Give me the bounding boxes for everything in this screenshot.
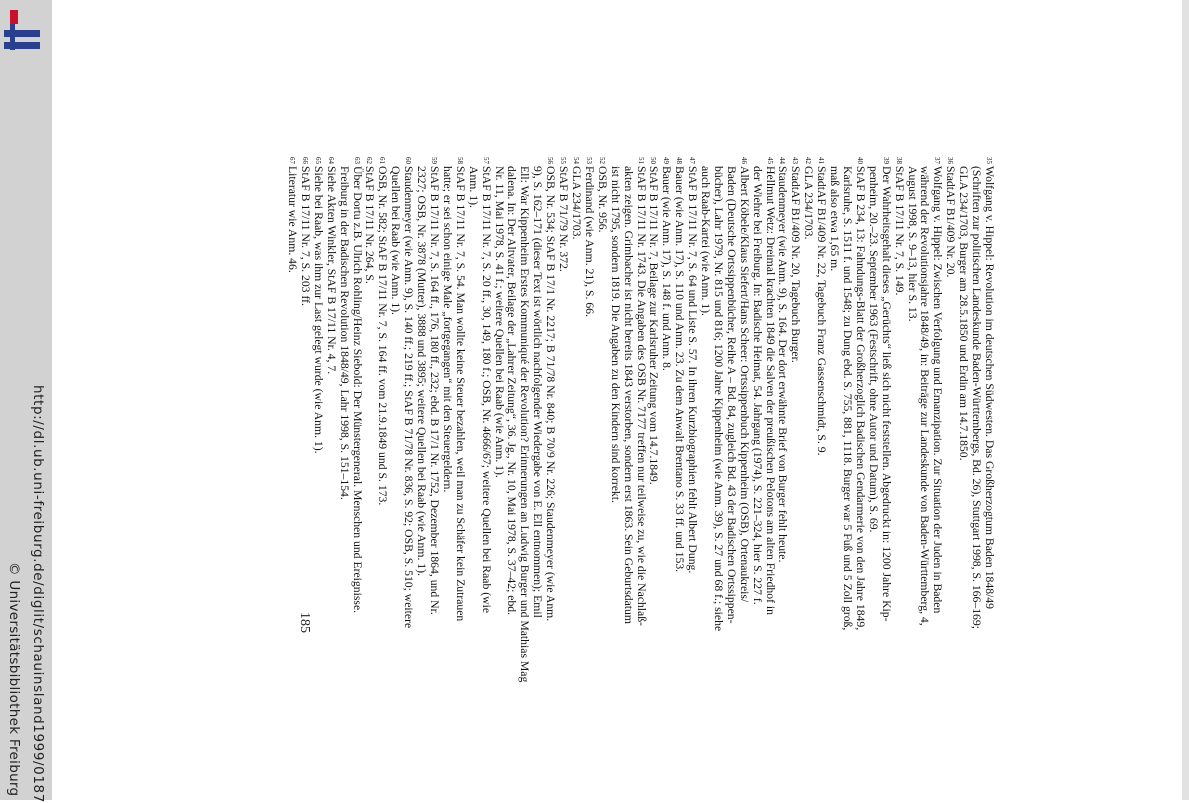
- footnote-line: [479, 157, 492, 682]
- footnote-text: GLA 234/1703.: [570, 166, 583, 240]
- footnote-line: [801, 157, 814, 682]
- footnote-text: StAF B 17/11 Nr. 7, S. 149.: [892, 166, 906, 296]
- footnote: [440, 157, 466, 682]
- footnote-number: 60: [404, 157, 413, 164]
- footnote-line: [363, 157, 376, 682]
- footnote: [608, 157, 647, 682]
- footnote-line: [814, 157, 827, 682]
- footnote-number: 36: [946, 157, 955, 164]
- footnote-line: dalena. In: Der Altvater, Beilage der „Lahrer Zeitung“, 36. Jg., Nr. 10, Mai 1978, S. 37–42; ebd.: [505, 166, 519, 616]
- footnote: [956, 157, 995, 682]
- copyright-notice: © Universitätsbibliothek Freiburg: [6, 562, 22, 797]
- footnote-line: während der Revolutionsjahre 1848/49, in: Beiträge zur Landeskunde von Baden-Württemberg, 4,: [918, 166, 932, 626]
- footnote-text: StadtAF B1/409 Nr. 20.: [944, 166, 958, 278]
- footnote-line: (Schriften zur politischen Landeskunde Baden-Württembergs, Bd. 26), Stuttgart 1998, S. 166–169;: [970, 166, 984, 629]
- footnote-text: StAF B 17/11 Nr. 7, S. 20 ff., 30, 149, 180 f.; OSB, Nr. 4666/67; weitere Quellen bei Raab (wie: [479, 166, 493, 614]
- footnote: [672, 157, 685, 682]
- footnote-line: [943, 157, 956, 682]
- footnote: [285, 157, 298, 682]
- footnote-number: 46: [739, 157, 748, 164]
- footnote: [827, 157, 866, 682]
- footnote-text: Wolfgang v. Hippel: Revolution im deutschen Südwesten. Das Großherzogtum Baden 1848/49: [983, 166, 996, 609]
- footnote-line: [634, 157, 647, 682]
- footnote: [388, 157, 414, 682]
- footnote: [376, 157, 389, 682]
- footnote-line: [453, 157, 466, 682]
- footnote-text: StAF B 17/11 Nr. 7, S. 64 und Liste S. 57. In ihren Kurzbiographien fehlt Albert Dung.: [686, 166, 700, 574]
- university-logo: [0, 10, 44, 50]
- footnote-number: 44: [778, 157, 787, 164]
- footnote-line: GLA 234/1703, Burger am 28.5.1850 und Erdin am 14.7.1850.: [957, 166, 971, 461]
- footnote-line: Freiburg in der Badischen Revolution 1848/49, Lahr 1998, S. 151–154.: [337, 166, 351, 500]
- footnote-text: StAF B 17/11 Nr. 264, S.: [363, 166, 377, 284]
- footnote: [647, 157, 660, 682]
- footnote-text: StAF B 17/11 Nr. 1743. Die Angaben des OSB Nr. 7177 treffen nur teilweise zu, wie die Nachlaß-: [634, 166, 648, 626]
- footnote-line: [737, 157, 750, 682]
- footnote-line: [685, 157, 698, 682]
- footnote: [892, 157, 905, 682]
- footnote: [414, 157, 440, 682]
- footnote-line: [763, 157, 776, 682]
- footnote: [556, 157, 569, 682]
- footnote: [866, 157, 892, 682]
- footnote-number: 35: [985, 157, 993, 164]
- footnote-line: 2327; OSB, Nr. 3878 (Mutter), 3888 und 3895; weitere Quellen bei Raab (wie Anm. 1).: [415, 166, 429, 576]
- footnote-number: 43: [791, 157, 800, 164]
- footnote-line: akten zeigen. Grimbacher ist nicht bereits 1843 verstorben, sondern erst 1863. Sein Geburtsdatum: [621, 166, 635, 624]
- footnote-number: 58: [455, 157, 464, 164]
- footnote: [905, 157, 944, 682]
- footnote-number: 53: [584, 157, 593, 164]
- footnote-line: bücher), Lahr 1979, Nr. 815 und 816; 1200 Jahre Kippenheim (wie Anm. 39), S. 27 und 68 f.; siehe: [711, 166, 725, 632]
- footnote-list: [285, 157, 995, 682]
- footnote-line: der Wiehre bei Freiburg. In: Badische Heimat, 54. Jahrgang (1974), S. 221–324, hier S. 227 f.: [750, 166, 764, 605]
- footnote-number: 41: [817, 157, 826, 164]
- footnote-line: [376, 157, 389, 682]
- footnote-number: 54: [572, 157, 580, 164]
- footnote-line: [350, 157, 363, 682]
- footnote-line: Nr. 11, Mai 1978, S. 41 f.; weitere Quellen bei Raab (wie Anm. 1).: [492, 166, 506, 478]
- footnote-number: 66: [300, 157, 309, 164]
- footnote-line: [285, 157, 298, 682]
- footnote-line: [569, 157, 582, 682]
- footnote-text: Albert Köbele/Klaus Siefert/Hans Scheer: Ortssippenbuch Kippenheim (OSB), Ortenaukreis/: [737, 166, 751, 603]
- footnote: [685, 157, 698, 682]
- footnote-text: Siehe bei Raab, was ihm zur Last gelegt wurde (wie Anm. 1).: [311, 166, 325, 454]
- footnote-line: [879, 157, 892, 682]
- footnote: [466, 157, 492, 682]
- footnote-number: 47: [688, 157, 697, 164]
- footnote-line: [543, 157, 556, 682]
- footnote: [337, 157, 363, 682]
- footnote-line: [582, 157, 595, 682]
- footnote-number: 38: [894, 157, 903, 164]
- footnote-line: penheim, 20.–23. September 1963 (Festschrift, ohne Autor und Datum), S. 69.: [866, 166, 880, 533]
- footnote-line: [311, 157, 324, 682]
- footnote-number: 45: [765, 157, 774, 164]
- sidebar: [0, 0, 52, 803]
- footnote-number: 56: [546, 157, 555, 164]
- source-url[interactable]: http://dl.ub.uni-freiburg.de/diglit/schauinsland1999/0187: [30, 385, 46, 803]
- footnote-line: [853, 157, 866, 682]
- footnote-number: 55: [559, 157, 568, 164]
- footnote-text: StAF B 234, 13: Fahndungs-Blatt der Großherzoglich Badischen Gendarmerie von den Jahre 1849,: [853, 166, 867, 631]
- footnote: [698, 157, 750, 682]
- page-edge: [1182, 0, 1189, 800]
- footnote-number: 64: [326, 157, 335, 164]
- footnote-line: [427, 157, 440, 682]
- footnote-line: hatte; er sei schon einige Male „fortgegangen“ mit den Steuergeldern.: [440, 166, 454, 493]
- footnote-text: StadtAF B1/409 Nr. 20, Tagebuch Burger.: [789, 166, 803, 363]
- footnote: [492, 157, 557, 682]
- footnote: [569, 157, 582, 682]
- footnote-text: Über Dortu z.B. Ulrich Rohling/Heinz Siebold: Der Münstergeneral. Menschen und Ereignisse.: [350, 166, 364, 614]
- footnote-line: 9), S. 162–171 (dieser Text ist wörtlich nachfolgender Wiedergabe von E. Ell entnommen); Emil: [531, 166, 545, 618]
- footnote-text: StAF B 17/11 Nr. 7, Beilage zur Karlsruher Zeitung vom 14.7.1849.: [647, 166, 661, 485]
- footnote-number: 62: [365, 157, 374, 164]
- footnote-text: Wolfgang v. Hippel: Zwischen Verfolgung und Emanzipation. Zur Situation der Juden in Baden: [931, 166, 945, 614]
- footnote-line: [401, 157, 414, 682]
- footnote-line: Anm. 1).: [466, 166, 480, 208]
- footnote-line: Baden (Deutsche Ortssippenbücher, Reihe A – Bd. 84, zugleich Bd. 43 der Badischen Ortssippen-: [724, 166, 738, 624]
- footnote-number: 51: [636, 157, 645, 164]
- footnote-text: Staudenmeyer (wie Anm. 9), S. 164. Der dort erwähnte Brief von Burger fehlt heute.: [776, 166, 790, 563]
- footnote: [814, 157, 827, 682]
- footnote: [789, 157, 802, 682]
- footnote-number: 67: [288, 157, 297, 164]
- footnote-number: 65: [313, 157, 322, 164]
- footnote-number: 49: [662, 157, 671, 164]
- footnote-text: StadtAF B1/409 Nr. 22, Tagebuch Franz Gassenschmidt, S. 9.: [815, 166, 829, 456]
- footnote: [595, 157, 608, 682]
- footnote-line: auch Raab-Kartei (wie Anm. 1).: [699, 166, 713, 316]
- footnote-text: Staudenmeyer (wie Anm. 9), S. 140 ff.; 219 ff.; StAF B 71/78 Nr. 836, S. 92; OSB, S. 510; weitere: [402, 166, 416, 629]
- footnote-text: StAF B 17/11 Nr. 7, S. 164 ff., 176, 180 ff., 232; ebd. B 17/1 Nr. 1752, Dezember 1864, und Nr.: [428, 166, 442, 615]
- footnote-number: 50: [649, 157, 658, 164]
- footnote-number: 39: [881, 157, 890, 164]
- footnote-text: Siehe Akten Winkler, StAF B 17/11 Nr. 4, 7.: [324, 166, 338, 375]
- footnote-text: StAF B 17/11 Nr. 7, S. 203 ff.: [298, 166, 312, 306]
- footnote-line: [892, 157, 905, 682]
- footnote-line: [659, 157, 672, 682]
- footnote-number: 40: [855, 157, 864, 164]
- footnote-line: Karlsruhe, S. 1511 f. und 1548; zu Dung ebd. S. 755, 881, 1118. Burger war 5 Fuß und 5 Zoll groß,: [841, 166, 855, 631]
- footnote-line: maß also etwa 1,65 m.: [828, 166, 842, 272]
- footnote-line: [647, 157, 660, 682]
- footnote-line: [556, 157, 569, 682]
- footnote-text: OSB, Nr. 582; StAF B 17/11 Nr. 7, S. 164 ff. vom 21.9.1849 und S. 173.: [376, 166, 390, 506]
- footnote-number: 48: [675, 157, 684, 164]
- footnote: [324, 157, 337, 682]
- footnote-line: August 1998, S. 9–13, hier S. 13.: [905, 166, 919, 322]
- footnote-line: [595, 157, 608, 682]
- footnote-text: Literatur wie Anm. 46.: [286, 166, 300, 273]
- footnote-number: 42: [804, 157, 813, 164]
- footnote-text: OSB, Nr. 956.: [595, 166, 609, 233]
- footnote-line: [982, 157, 995, 682]
- footnote: [363, 157, 376, 682]
- footnote-text: Bauer (wie Anm. 17), S. 110 und Anm. 23. Zu dem Anwalt Brentano S. 33 ff. und 153.: [673, 166, 687, 573]
- footnote-number: 59: [430, 157, 439, 164]
- footnote-line: Ell: War Kippenheim Erstes Kommuniqué der Revolution? Erinnerungen an Ludwig Burger und Mathias Mag: [518, 166, 532, 683]
- footnote-line: ist nicht 1795, sondern 1819. Die Angaben zu den Kindern sind korrekt.: [608, 166, 622, 503]
- footnote-text: OSB, Nr. 534; StAF B 17/1 Nr. 2217; B 71/78 Nr. 840; B 70/9 Nr. 226; Staudenmeyer (wie Anm.: [544, 166, 558, 622]
- footnote-line: Quellen bei Raab (wie Anm. 1).: [389, 166, 403, 315]
- footnote-number: 57: [481, 157, 490, 164]
- footnote-text: GLA 234/1703.: [802, 166, 816, 240]
- footnote-text: StAF B 17/11 Nr. 7, S. 54. Man wollte keine Steuer bezahlen, weil man zu Schäfer kein Zutrauen: [453, 166, 467, 622]
- footnote-number: 63: [352, 157, 361, 164]
- footnote-line: [672, 157, 685, 682]
- footnote: [801, 157, 814, 682]
- footnote-line: [324, 157, 337, 682]
- footnote: [298, 157, 311, 682]
- footnote-number: 61: [378, 157, 387, 164]
- footnote-text: Ferdinand (wie Anm. 21), S. 66.: [582, 166, 596, 317]
- footnote-line: [930, 157, 943, 682]
- footnote: [659, 157, 672, 682]
- footnote-line: [789, 157, 802, 682]
- footnote-number: 52: [597, 157, 606, 164]
- footnote-text: Bauer (wie Anm. 17), S. 148 f. und Anm. 8.: [660, 166, 674, 371]
- footnote-line: [776, 157, 789, 682]
- page-number: 185: [297, 612, 312, 633]
- footnote: [311, 157, 324, 682]
- footnote: [582, 157, 595, 682]
- footnote-text: StAF B 71/79 Nr. 372.: [557, 166, 571, 272]
- footnote: [776, 157, 789, 682]
- footnote-text: Der Wahrheitsgehalt dieses „Gerüchts“ ließ sich nicht feststellen. Abgedruckt in: 1200 Jahre Kip-: [879, 166, 893, 622]
- footnote-text: Hellmut Wetz: Dreimal krachten 1849 die Salven der preußischen Pelotons am alten Friedhof in: [763, 166, 777, 616]
- footnote-line: [298, 157, 311, 682]
- footnote-number: 37: [933, 157, 942, 164]
- footnote: [943, 157, 956, 682]
- footnote: [750, 157, 776, 682]
